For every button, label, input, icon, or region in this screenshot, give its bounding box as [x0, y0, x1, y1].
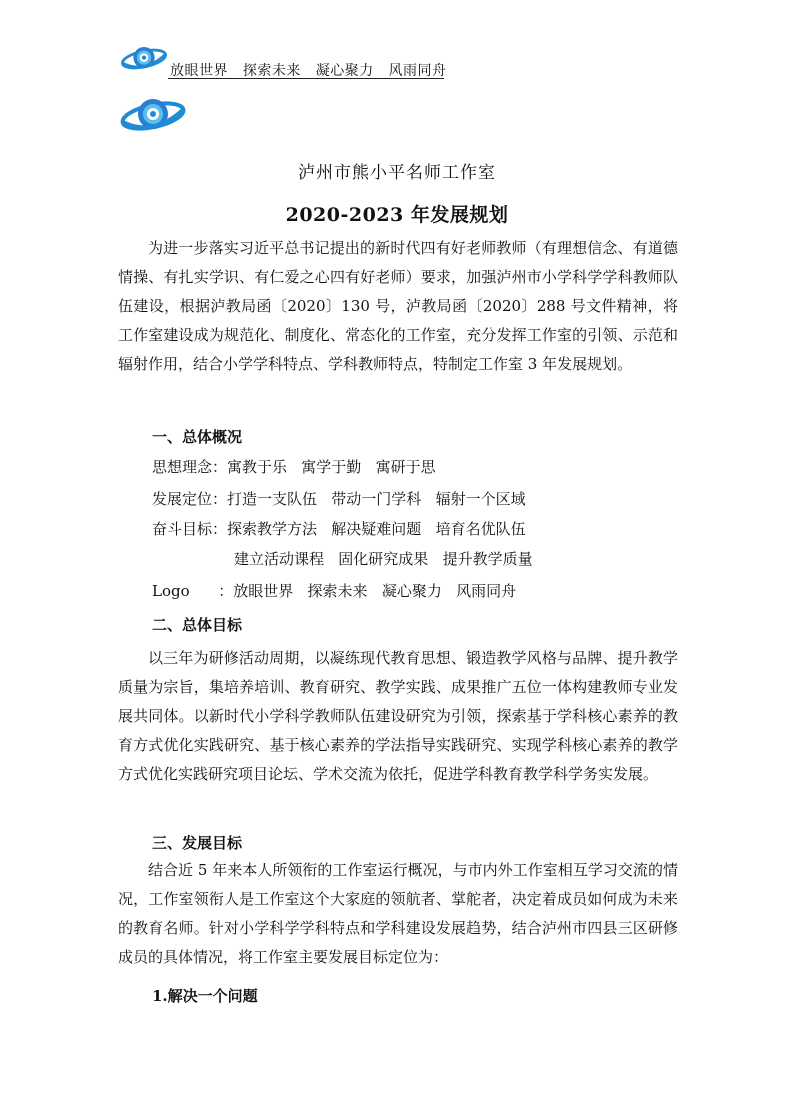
header-motto: 放眼世界 探索未来 凝心聚力 风雨同舟 — [170, 63, 447, 79]
planet-ring-logo-large-icon — [120, 92, 186, 140]
concept-line: 思想理念：寓教于乐 寓学于勤 寓研于思 — [152, 458, 436, 476]
header-underline — [168, 78, 444, 79]
overall-goal-paragraph — [118, 644, 678, 789]
intro-paragraph — [118, 234, 678, 379]
development-paragraph — [118, 856, 678, 972]
page-header — [120, 40, 450, 80]
section-heading-development: 三、发展目标 — [152, 834, 243, 852]
subheading-solve-problem: 1.解决一个问题 — [152, 987, 258, 1005]
goal-line-1: 奋斗目标：探索教学方法 解决疑难问题 培育名优队伍 — [152, 520, 526, 538]
position-line: 发展定位：打造一支队伍 带动一门学科 辐射一个区域 — [152, 490, 526, 508]
plan-title: 2020-2023 年发展规划 — [285, 204, 509, 226]
overall-goal-text: 以三年为研修活动周期，以凝练现代教育思想、锻造教学风格与品牌、提升教学质量为宗旨，集培养培训、教育研究、教学实践、成果推广五位一体构建教师专业发展共同体。以新时代小学科学教师队伍建设研究为引领，探索基于学科核心素养的教育方式优化实践研究、基于核心素养的学法指导实践研究、实现学科核心素养的教学方式优化实践研究项目论坛、学术交流为依托，促进学科教育教学科学务实发展。 — [118, 649, 678, 783]
logo-motto-line: Logo ：放眼世界 探索未来 凝心聚力 风雨同舟 — [152, 582, 517, 600]
intro-text: 为进一步落实习近平总书记提出的新时代四有好老师教师（有理想信念、有道德情操、有扎实学识、有仁爱之心四有好老师）要求，加强泸州市小学科学学科教师队伍建设，根据泸教局函〔2020〕130 号，泸教局函〔2020〕288 号文件精神，将工作室建设成为规范化、制度化、常态化的工作室，充分发挥工作室的引领、示范和辐射作用，结合小学学科特点、学科教师特点，特制定工作室 3 年发展规划。 — [118, 239, 678, 373]
development-text: 结合近 5 年来本人所领衔的工作室运行概况，与市内外工作室相互学习交流的情况，工作室领衔人是工作室这个大家庭的领航者、掌舵者，决定着成员如何成为未来的教育名师。针对小学科学学科特点和学科建设发展趋势，结合泸州市四县三区研修成员的具体情况，将工作室主要发展目标定位为： — [118, 861, 678, 966]
planet-ring-logo-icon — [120, 42, 168, 76]
section-heading-overview: 一、总体概况 — [152, 428, 243, 446]
section-heading-overall-goal: 二、总体目标 — [152, 616, 243, 634]
studio-name: 泸州市熊小平名师工作室 — [298, 163, 496, 183]
goal-line-2: 建立活动课程 固化研究成果 提升教学质量 — [234, 550, 533, 568]
